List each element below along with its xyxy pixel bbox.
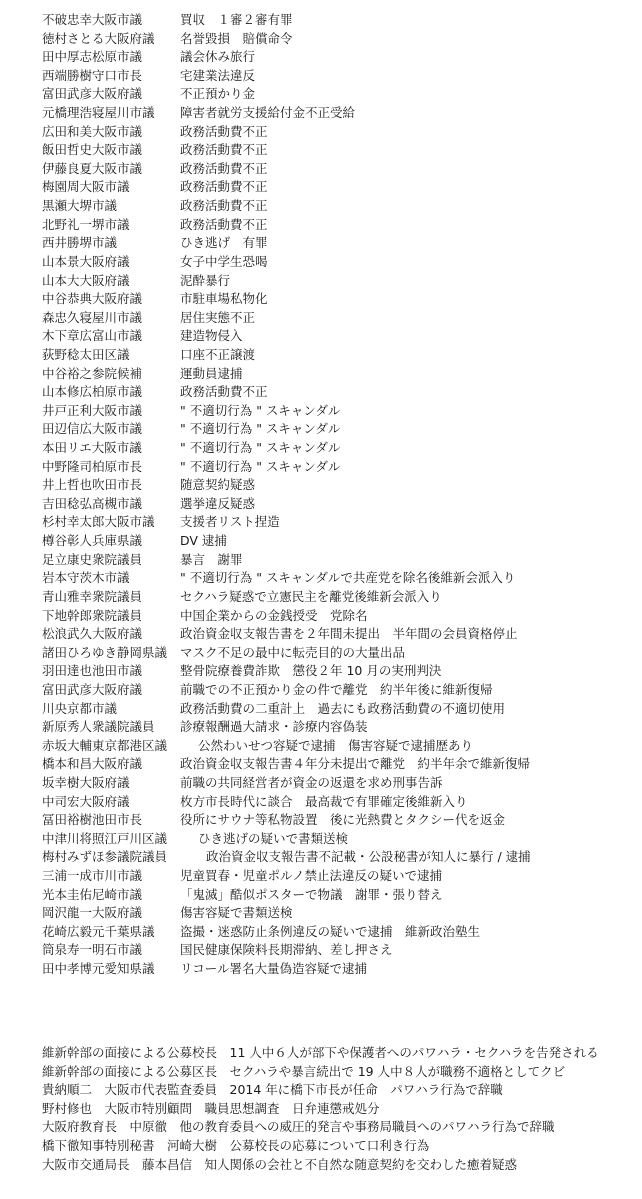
list-item [42, 234, 632, 253]
scandal-description: 政務活動費不正 [180, 384, 268, 400]
list-item [42, 123, 632, 142]
list-item [42, 104, 632, 123]
additional-list [42, 1044, 637, 1174]
scandal-description: リコール署名大量偽造容疑で逮捕 [180, 961, 368, 977]
list-item [42, 141, 632, 160]
person-name: 山本大大阪府議 [42, 272, 130, 288]
scandal-description: 女子中学生恐喝 [180, 253, 268, 269]
scandal-description: 政務活動費の二重計上 過去にも政務活動費の不適切使用 [180, 700, 506, 716]
list-item [42, 625, 632, 644]
list-item [42, 160, 632, 179]
scandal-description: 政治資金収支報告書不記載・公設秘書が知人に暴行 / 逮捕 [206, 849, 531, 865]
person-name: 光本圭佑尼崎市議 [42, 886, 143, 902]
list-item [42, 178, 632, 197]
list-item [42, 327, 632, 346]
scandal-description: 障害者就労支援給付金不正受給 [180, 105, 356, 121]
scandal-description: " 不適切行為 " スキャンダル [180, 421, 341, 437]
person-name: 赤坂大輔東京都港区議 [42, 737, 168, 753]
person-name: 伊藤良夏大阪市議 [42, 160, 143, 176]
person-name: 橋本和昌大阪府議 [42, 756, 143, 772]
scandal-description: 名誉毀損 賠償命令 [180, 30, 293, 46]
scandal-description: 政務活動費不正 [180, 179, 268, 195]
additional-item: 維新幹部の面接による公募区長 セクハラや暴言続出で 19 人中８人が職務不適格としてクビ [42, 1063, 566, 1079]
list-item [42, 365, 632, 384]
scandal-description: ひき逃げの疑いで書類送検 [198, 830, 349, 846]
scandal-description: 宅建業法違反 [180, 67, 256, 83]
additional-item: 野村修也 大阪市特別顧問 職員思想調査 日弁連懲戒処分 [42, 1100, 380, 1116]
scandal-description: 選挙違反疑惑 [180, 495, 256, 511]
person-name: 梅村みずほ参議院議員 [42, 849, 168, 865]
list-item [42, 216, 632, 235]
additional-item: 橋下徹知事特別秘書 河崎大樹 公募校長の応募について口利き行為 [42, 1138, 430, 1154]
scandal-description: 「鬼滅」酷似ポスターで物議 謝罪・張り替え [180, 886, 443, 902]
person-name: 杉村幸太郎大阪市議 [42, 514, 155, 530]
list-item [42, 904, 632, 923]
scandal-description: 政務活動費不正 [180, 198, 268, 214]
person-name: 井戸正利大阪市議 [42, 402, 143, 418]
list-item [42, 290, 632, 309]
additional-item: 大阪府教育長 中原徹 他の教育委員への威圧的発言や事務局職員へのパワハラ行為で辞職 [42, 1119, 555, 1135]
person-name: 松浪武久大阪府議 [42, 626, 143, 642]
person-name: 川央京都市議 [42, 700, 118, 716]
person-name: 田辺信広大阪市議 [42, 421, 143, 437]
scandal-description: " 不適切行為 " スキャンダル [180, 402, 341, 418]
list-item [42, 588, 632, 607]
list-item [42, 48, 632, 67]
scandal-description: 政務活動費不正 [180, 216, 268, 232]
list-item [42, 67, 632, 86]
person-name: 岩本守茨木市議 [42, 570, 130, 586]
list-item [42, 309, 632, 328]
scandal-description: 泥酔暴行 [180, 272, 231, 288]
person-name: 富田武彦大阪府議 [42, 681, 143, 697]
person-name: 本田リエ大阪市議 [42, 440, 142, 456]
person-name: 岡沢龍一大阪府議 [42, 905, 143, 921]
scandal-description: 傷害容疑で書類送検 [180, 905, 293, 921]
list-item [42, 793, 632, 812]
person-name: 坂幸樹大阪府議 [42, 774, 130, 790]
list-item [42, 439, 632, 458]
scandal-description: 整骨院療養費詐欺 懲役２年 10 月の実刑判決 [180, 663, 442, 679]
list-item [42, 700, 632, 719]
list-item [42, 662, 632, 681]
list-item [42, 383, 632, 402]
person-name: 三浦一成市川市議 [42, 868, 143, 884]
scandal-description: 盗撮・迷惑防止条例違反の疑いで逮捕 維新政治塾生 [180, 923, 481, 939]
scandal-description: 政治資金収支報告書４年分未提出で離党 約半年余で維新復帰 [180, 756, 531, 772]
list-item [42, 476, 632, 495]
list-item [42, 532, 632, 551]
person-name: 井上哲也吹田市長 [42, 477, 143, 493]
scandal-description: " 不適切行為 " スキャンダルで共産党を除名後維新会派入り [180, 570, 516, 586]
person-name: 羽田達也池田市議 [42, 663, 143, 679]
person-name: 中津川将照江戸川区議 [42, 830, 168, 846]
scandal-description: 不正預かり金 [180, 86, 256, 102]
scandal-description: 口座不正譲渡 [180, 346, 256, 362]
person-name: 元橋理浩寝屋川市議 [42, 105, 155, 121]
person-name: 黒瀬大堺市議 [42, 198, 118, 214]
list-item [42, 960, 632, 979]
scandal-description: 公然わいせつ容疑で逮捕 傷害容疑で逮捕歴あり [198, 737, 474, 753]
person-name: 筒泉寿一明石市議 [42, 942, 143, 958]
person-name: 山本景大阪府議 [42, 253, 130, 269]
scandal-description: 政務活動費不正 [180, 142, 268, 158]
person-name: 中谷裕之参院候補 [42, 365, 143, 381]
person-name: 西端勝樹守口市長 [42, 67, 143, 83]
list-item [42, 755, 632, 774]
list-item [42, 811, 632, 830]
list-item [42, 607, 632, 626]
scandal-list [42, 11, 632, 979]
person-name: 青山雅幸衆院議員 [42, 588, 143, 604]
person-name: 富田武彦大阪府議 [42, 86, 143, 102]
scandal-description: 児童買春・児童ポルノ禁止法違反の疑いで逮捕 [180, 868, 443, 884]
scandal-description: DV 逮捕 [180, 533, 227, 549]
scandal-description: 役所にサウナ等私物設置 後に光熱費とタクシー代を返金 [180, 812, 506, 828]
additional-item: 維新幹部の面接による公募校長 11 人中６人が部下や保護者へのパワハラ・セクハラを告発される [42, 1045, 599, 1060]
scandal-description: ひき逃げ 有罪 [180, 235, 268, 251]
person-name: 下地幹郎衆院議員 [42, 607, 143, 623]
list-item [42, 346, 632, 365]
scandal-description: 運動員逮捕 [180, 365, 243, 381]
list-item [42, 253, 632, 272]
person-name: 飯田哲史大阪市議 [42, 142, 143, 158]
scandal-description: 暴言 謝罪 [180, 551, 243, 567]
person-name: 不破忠幸大阪市議 [42, 12, 143, 27]
additional-item: 貴納順二 大阪市代表監査委員 2014 年に橋下市長が任命 パワハラ行為で辞職 [42, 1082, 503, 1098]
scandal-description: 市駐車場私物化 [180, 291, 268, 307]
person-name: 樽谷彰人兵庫県議 [42, 533, 143, 549]
list-item [42, 644, 632, 663]
scandal-description: マスク不足の最中に転売目的の大量出品 [180, 644, 406, 660]
list-item [42, 886, 632, 905]
list-item [42, 85, 632, 104]
person-name: 徳村さとる大阪府議 [42, 30, 155, 46]
person-name: 田中孝博元愛知県議 [42, 961, 155, 977]
list-item [42, 830, 632, 849]
scandal-description: 中国企業からの金銭授受 党除名 [180, 607, 368, 623]
additional-item: 大阪市交通局長 藤本昌信 知人関係の会社と不自然な随意契約を交わした癒着疑惑 [42, 1156, 518, 1172]
person-name: 荻野稔太田区議 [42, 346, 130, 362]
list-item [42, 737, 632, 756]
scandal-description: 建造物侵入 [180, 328, 243, 344]
list-item [42, 551, 632, 570]
list-item [42, 11, 632, 30]
person-name: 田中厚志松原市議 [42, 49, 143, 65]
scandal-description: 居住実態不正 [180, 309, 256, 325]
person-name: 花崎広毅元千葉県議 [42, 923, 155, 939]
person-name: 北野礼一堺市議 [42, 216, 130, 232]
list-item [42, 569, 632, 588]
scandal-description: 政治資金収支報告書を２年間未提出 半年間の会員資格停止 [180, 626, 518, 642]
person-name: 足立康史衆院議員 [42, 551, 143, 567]
scandal-description: 随意契約疑惑 [180, 477, 256, 493]
person-name: 冨田裕樹池田市長 [42, 812, 143, 828]
list-item [42, 30, 632, 49]
list-item [42, 272, 632, 291]
scandal-description: 支援者リスト捏造 [180, 514, 280, 530]
list-item [42, 458, 632, 477]
person-name: 広田和美大阪市議 [42, 123, 143, 139]
scandal-description: 政務活動費不正 [180, 123, 268, 139]
person-name: 吉田稔弘高槻市議 [42, 495, 143, 511]
list-item [42, 513, 632, 532]
person-name: 中谷恭典大阪府議 [42, 291, 143, 307]
scandal-description: 議会休み旅行 [180, 49, 256, 65]
person-name: 森忠久寝屋川市議 [42, 309, 143, 325]
list-item [42, 197, 632, 216]
scandal-description: " 不適切行為 " スキャンダル [180, 458, 341, 474]
list-item [42, 681, 632, 700]
scandal-description: 買収 １審２審有罪 [180, 12, 293, 27]
list-item [42, 718, 632, 737]
scandal-description: セクハラ疑惑で立憲民主を離党後維新会派入り [180, 588, 442, 604]
person-name: 西井勝堺市議 [42, 235, 118, 251]
person-name: 中司宏大阪府議 [42, 793, 130, 809]
scandal-description: 政務活動費不正 [180, 160, 268, 176]
scandal-description: 枚方市長時代に談合 最高裁で有罪確定後維新入り [180, 793, 468, 809]
list-item [42, 420, 632, 439]
list-item [42, 941, 632, 960]
scandal-description: 診療報酬過大請求・診療内容偽装 [180, 719, 368, 735]
scandal-description: 国民健康保険料長期滞納、差し押さえ [180, 942, 393, 958]
person-name: 梅園周大阪市議 [42, 179, 130, 195]
person-name: 諸田ひろゆき静岡県議 [42, 644, 168, 660]
list-item [42, 774, 632, 793]
person-name: 木下章広富山市議 [42, 328, 143, 344]
list-item [42, 923, 632, 942]
list-item [42, 848, 632, 867]
list-item [42, 495, 632, 514]
scandal-description: 前職の共同経営者が資金の返還を求め刑事告訴 [180, 774, 443, 790]
list-item [42, 402, 632, 421]
scandal-description: " 不適切行為 " スキャンダル [180, 440, 341, 456]
list-item [42, 867, 632, 886]
person-name: 中野隆司柏原市長 [42, 458, 143, 474]
scandal-description: 前職での不正預かり金の件で離党 約半年後に維新復帰 [180, 681, 493, 697]
person-name: 新原秀人衆議院議員 [42, 719, 155, 735]
person-name: 山本修広柏原市議 [42, 384, 143, 400]
